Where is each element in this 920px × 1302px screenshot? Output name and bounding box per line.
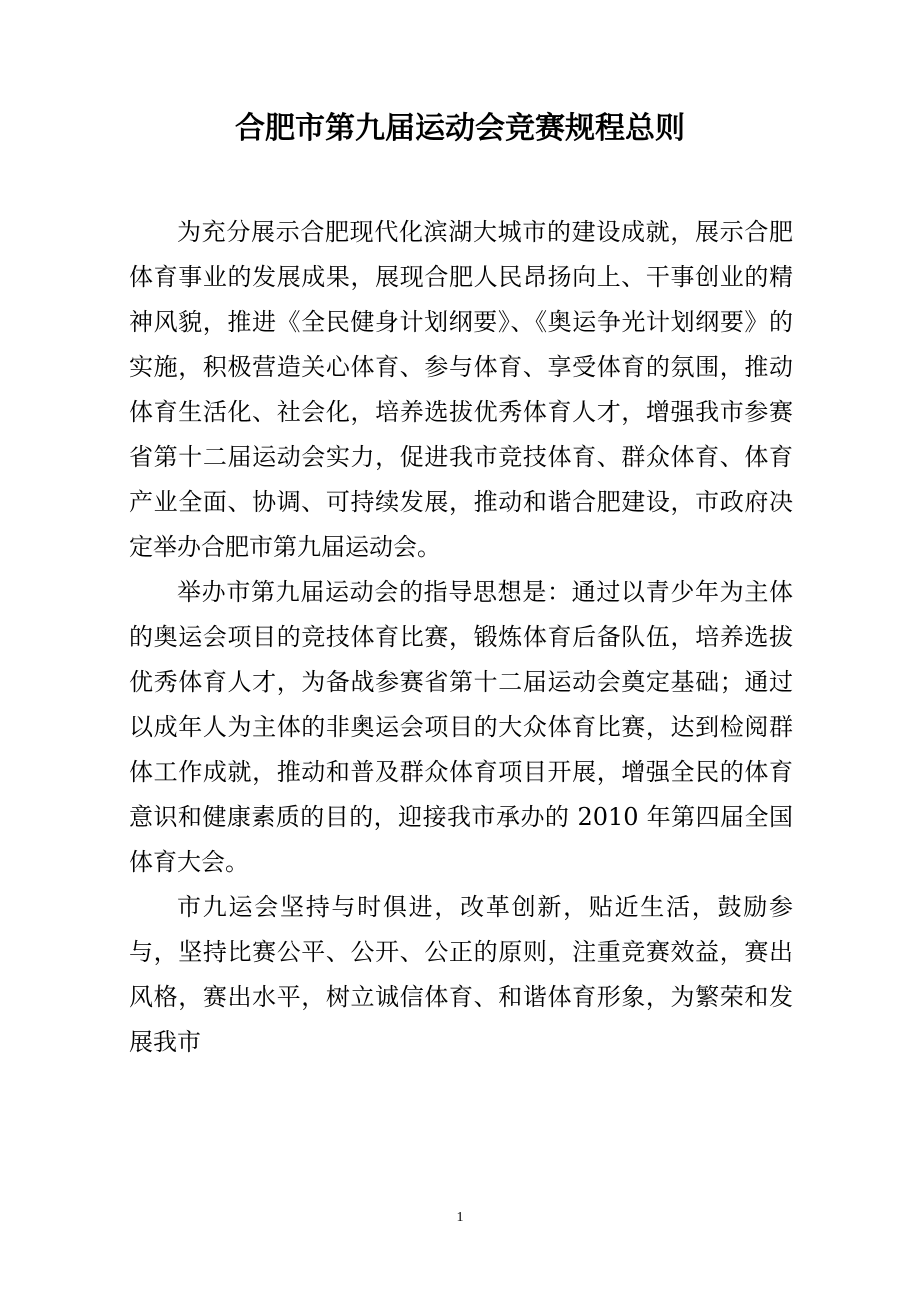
page-number: 1: [456, 1210, 464, 1225]
paragraph-intro: 为充分展示合肥现代化滨湖大城市的建设成就，展示合肥体育事业的发展成果，展现合肥人民昂扬向上、干事创业的精神风貌，推进《全民健身计划纲要》、《奥运争光计划纲要》的实施，积极营造关心体育、参与体育、享受体育的氛围，推动体育生活化、社会化，培养选拔优秀体育人才，增强我市参赛省第十二届运动会实力，促进我市竞技体育、群众体育、体育产业全面、协调、可持续发展，推动和谐合肥建设，市政府决定举办合肥市第九届运动会。: [129, 218, 793, 561]
document-title: 合肥市第九届运动会竞赛规程总则: [235, 111, 685, 146]
document-body: [129, 210, 793, 1065]
paragraph-guiding-principle: 举办市第九届运动会的指导思想是：通过以青少年为主体的奥运会项目的竞技体育比赛，锻炼体育后备队伍，培养选拔优秀体育人才，为备战参赛省第十二届运动会奠定基础；通过以成年人为主体的非奥运会项目的大众体育比赛，达到检阅群体工作成就，推动和普及群众体育项目开展，增强全民的体育意识和健康素质的目的，迎接我市承办的 2010 年第四届全国体育大会。: [129, 578, 793, 876]
paragraph-principles: 市九运会坚持与时俱进，改革创新，贴近生活，鼓励参与，坚持比赛公平、公开、公正的原则，注重竞赛效益，赛出风格，赛出水平，树立诚信体育、和谐体育形象，为繁荣和发展我市: [129, 893, 793, 1056]
